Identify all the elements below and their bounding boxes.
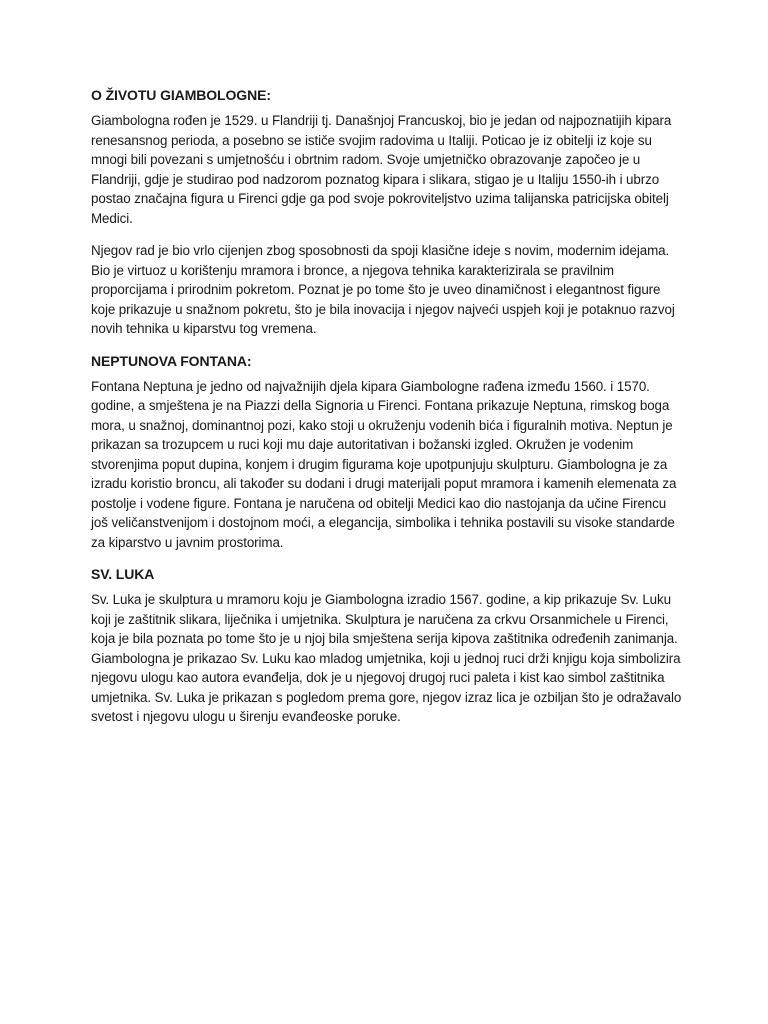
paragraph-life-2: Njegov rad je bio vrlo cijenjen zbog sposobnosti da spoji klasične ideje s novim, modernim idejama. Bio je virtuoz u korištenju mramora i bronce, a njegova tehnika karakterizirala se pravilnim proporcijama i prirodnim pokretom. Poznat je po tome što je uveo dinamičnost i elegantnost figure koje prikazuje u snažnom pokretu, što je bila inovacija i njegov najveći uspjeh koji je potaknuo razvoj novih tehnika u kiparstvu tog vremena. (91, 243, 675, 336)
paragraph-st-luke: Sv. Luka je skulptura u mramoru koju je Giambologna izradio 1567. godine, a kip prikazuje Sv. Luku koji je zaštitnik slikara, liječnika i umjetnika. Skulptura je naručena za crkvu Orsanmichele u Firenci, koja je bila poznata po tome što je u njoj bila smještena serija kipova zaštitnika određenih zanimanja. Giambologna je prikazao Sv. Luku kao mladog umjetnika, koji u jednoj ruci drži knjigu koja simbolizira njegovu ulogu kao autora evanđelja, dok je u njegovoj drugoj ruci paleta i kist kao simbol zaštitnika umjetnika. Sv. Luka je prikazan s pogledom prema gore, njegov izraz lica je ozbiljan što je odražavalo svetost i njegovu ulogu u širenju evanđeoske poruke. (91, 592, 682, 724)
document-page (91, 86, 683, 740)
paragraph-life-1: Giambologna rođen je 1529. u Flandriji tj. Današnjoj Francuskoj, bio je jedan od najpoznatijih kipara renesansnog perioda, a posebno se ističe svojim radovima u Italiji. Poticao je iz obitelji iz koje su mnogi bili povezani s umjetnošću i obrtnim radom. Svoje umjetničko obrazovanje započeo je u Flandriji, gdje je studirao pod nadzorom poznatog kipara i slikara, stigao je u Italiju 1550-ih i ubrzo postao značajna figura u Firenci gdje ga pod svoje pokroviteljstvo uzima talijanska patricijska obitelj Medici. (91, 113, 672, 226)
section-heading-neptune-fountain: NEPTUNOVA FONTANA: (91, 352, 252, 369)
section-heading-life: O ŽIVOTU GIAMBOLOGNE: (91, 87, 271, 103)
section-heading-st-luke: SV. LUKA (91, 566, 155, 582)
paragraph-neptune-fountain: Fontana Neptuna je jedno od najvažnijih djela kipara Giambologne rađena između 1560. i 1570. godine, a smještena je na Piazzi della Signoria u Firenci. Fontana prikazuje Neptuna, rimskog boga mora, u snažnoj, dominantnoj pozi, kako stoji u okruženju vodenih bića i figuralnih motiva. Neptun je prikazan sa trozupcem u ruci koji mu daje autoritativan i božanski izgled. Okružen je vodenim stvorenjima poput dupina, konjem i drugim figurama koje upotpunjuju skulpturu. Giambologna je za izradu koristio broncu, ali također su dodani i drugi materijali poput mramora i kamenih elemenata za postolje i vodene figure. Fontana je naručena od obitelji Medici kao dio nastojanja da učine Firencu još veličanstvenijom i dostojnom moći, a elegancija, simbolika i tehnika postavili su visoke standarde za kiparstvo u javnim prostorima. (91, 378, 677, 550)
